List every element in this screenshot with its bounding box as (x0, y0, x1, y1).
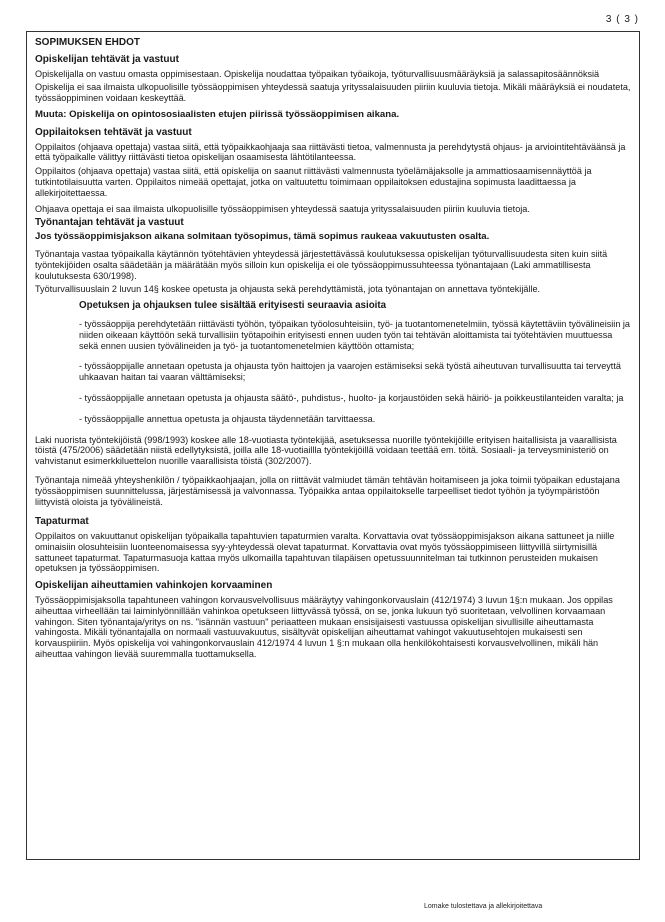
training-item: - työssäoppija perehdytetään riittävästi työhön, työpaikan työolosuhteisiin, työ- ja tuotantomenetelmiin, työssä käytettäviin työvälineisiin ja niiden oikeaan käyttöön sekä turvallisiin työtapoihin erityisesti ennen uuden työn tai tehtävän aloittamista tai työtehtävien muuttuessa sekä ennen uusien työvälineiden ja työ- ja tuotantomenetelmien käyttöön ottamista; (79, 318, 630, 351)
footer-note: Lomake tulostettava ja allekirjoitettava (424, 903, 543, 910)
student-paragraph-2: Opiskelija ei saa ilmaista ulkopuolisille työssäoppimisen yhteydessä saatuja yrityssalaisuuden piiriin kuuluvia tietoja. Mikäli määräyksiä ei noudateta, työssäoppiminen voidaan keskeyttää. (35, 82, 631, 104)
accidents-paragraph: Oppilaitos on vakuuttanut opiskelijan työpaikalla tapahtuvien tapaturmien varalta. Korvattavia ovat työssäoppimisjakson aikana sattuneet ja niille ominaisiin olosuhteisiin luonteenomaisessa syy-yhteydessä olevat tapaturmat. Korvattavia ovat myös työssäoppimiseen liittyvillä siirtymisillä sattuneet tapaturmat. Tapaturmasuoja kattaa myös ulkomailla tapahtuvan tilapäisen opetussuunnitelman tai tutkinnon perusteiden mukaisen opetuksen ja työssäoppimisen. (35, 531, 615, 574)
accidents-heading: Tapaturmat (35, 516, 89, 528)
youth-law-paragraph: Laki nuorista työntekijöistä (998/1993) koskee alle 18-vuotiasta työntekijää, asetuksessa nuorille työntekijöille erityisen haitallisista ja vaarallisista töistä (475/2006) säädetään niistä edellytyksistä, joilla alle 18-vuotiaillla työntekijöillä voidaan teettää em. töitä. Sosiaali- ja terveysministeriö on vahvistanut esimerkkiluettelon nuorille vaarallisista töistä (302/2007). (35, 434, 617, 467)
employer-paragraph-1: Työnantaja vastaa työpaikalla käytännön työtehtävien yhteydessä järjestettävässä koulutuksessa opiskelijan työturvallisuudesta siten kuin siitä työntekijöiden osalta säädetään ja määrätään myös silloin kun opiskelija ei ole työssäoppimussuhteessa työnantajaan (Laki ammatillisesta koulutuksesta 630/1998). (35, 248, 608, 281)
employer-paragraph-2: Työturvallisuuslain 2 luvun 14§ koskee opetusta ja ohjausta sekä perehdyttämistä, jota työnantajan on annettava työntekijälle. (35, 284, 541, 295)
student-paragraph-1: Opiskelijalla on vastuu omasta oppimisestaan. Opiskelija noudattaa työpaikan työaikoja, työturvallisuusmääräyksiä ja salassapitosäännöksiä (35, 68, 600, 79)
employer-heading: Työnantajan tehtävät ja vastuut (35, 217, 184, 229)
social-benefits-note: Muuta: Opiskelija on opintososiaalisten etujen piirissä työssäoppimisen aikana. (35, 108, 400, 120)
contact-person-paragraph: Työnantaja nimeää yhteyshenkilön / työpaikkaohjaajan, jolla on riittävät valmiudet tämän tehtävän hoitamiseen ja joka toimii työpaikan edustajana työssäoppimisen suunnittelussa, järjestämisessä ja valvonnassa. Työpaikka antaa oppilaitokselle tarpeelliset tiedot työhön ja työympäristöön liittyvistä oloista ja työvälineistä. (35, 474, 620, 507)
page-number: 3 ( 3 ) (605, 14, 639, 25)
training-requirements (35, 301, 633, 424)
training-item: - työssäoppijalle annetaan opetusta ja ohjausta työn haittojen ja vaarojen estämiseksi sekä työstä aiheutuvan turvallisuutta tai terveyttä uhkaavan haitan tai vaaran välttämiseksi; (79, 361, 621, 383)
page-title: SOPIMUKSEN EHDOT (35, 37, 141, 48)
training-item: - työssäoppijalle annettua opetusta ja ohjausta täydennetään tarvittaessa. (79, 413, 376, 424)
damages-paragraph: Työssäoppimisjaksolla tapahtuneen vahingon korvausvelvollisuus määräytyy vahingonkorvauslain (412/1974) 3 luvun 1§:n mukaan. Jos oppilas aiheuttaa virheellään tai laiminlyönnillään vahinkoa opetukseen liittyvässä työssä, on se, jonka lukuun työ suoritetaan, velvollinen korvaamaan vahingon. Siten työnantaja/yritys on ns. "isännän vastuun" periaatteen mukaan ensisijaisesti vastuussa opiskelijan sivullisille aiheuttamasta vahingosta. Mikäli työnantajalla on normaali vastuuvakuutus, sisältyvät opiskelijan aiheuttamat vahingot vakuutusehtojen mukaisesti sen korvauspiiriin. Myös opiskelija voi vahingonkorvauslain 412/1974 4 luvun 1 §:n mukaan olla henkilökohtaisesti korvausvelvollinen, mikäli hän aiheuttaa vahingon lievää suuremmalla tuottamuksella. (35, 595, 613, 660)
school-paragraph-3: Ohjaava opettaja ei saa ilmaista ulkopuolisille työssäoppimisen yhteydessä saatuja yrityssalaisuuden piiriin kuuluvia tietoja. (35, 203, 530, 214)
training-heading: Opetuksen ja ohjauksen tulee sisältää erityisesti seuraavia asioita (79, 300, 387, 312)
training-item: - työssäoppijalle annetaan opetusta ja ohjausta säätö-, puhdistus-, huolto- ja korjaustöiden sekä häiriö- ja poikkeustilanteiden varalta; ja (79, 392, 624, 403)
student-heading: Opiskelijan tehtävät ja vastuut (35, 53, 179, 65)
school-paragraph-1: Oppilaitos (ohjaava opettaja) vastaa siitä, että työpaikkaohjaaja saa riittävästi tietoa, valmennusta ja perehdytystä ohjaus- ja arviointitehtäväänsä ja että työpaikalle välittyy riittävästi tietoa opiskelijan osaamisesta lähtötilanteessa. (35, 141, 626, 163)
school-heading: Oppilaitoksen tehtävät ja vastuut (35, 126, 192, 138)
school-paragraph-2: Oppilaitos (ohjaava opettaja) vastaa siitä, että opiskelija on saanut riittävästi valmennusta työelämäjaksolle ja ammattiosaamisennäyttöä ja tutkintotilaisuutta varten. Oppilaitos nimeää opettajat, jotka on valtuutettu toimimaan oppilaitoksen edustajina sopimusta laadittaessa ja allekirjoitettaessa. (35, 166, 592, 198)
damages-heading: Opiskelijan aiheuttamien vahinkojen korvaaminen (35, 580, 273, 592)
employment-contract-note: Jos työssäoppimisjakson aikana solmitaan työsopimus, tämä sopimus raukeaa vakuutusten osalta. (35, 231, 490, 243)
terms-frame (26, 31, 640, 860)
